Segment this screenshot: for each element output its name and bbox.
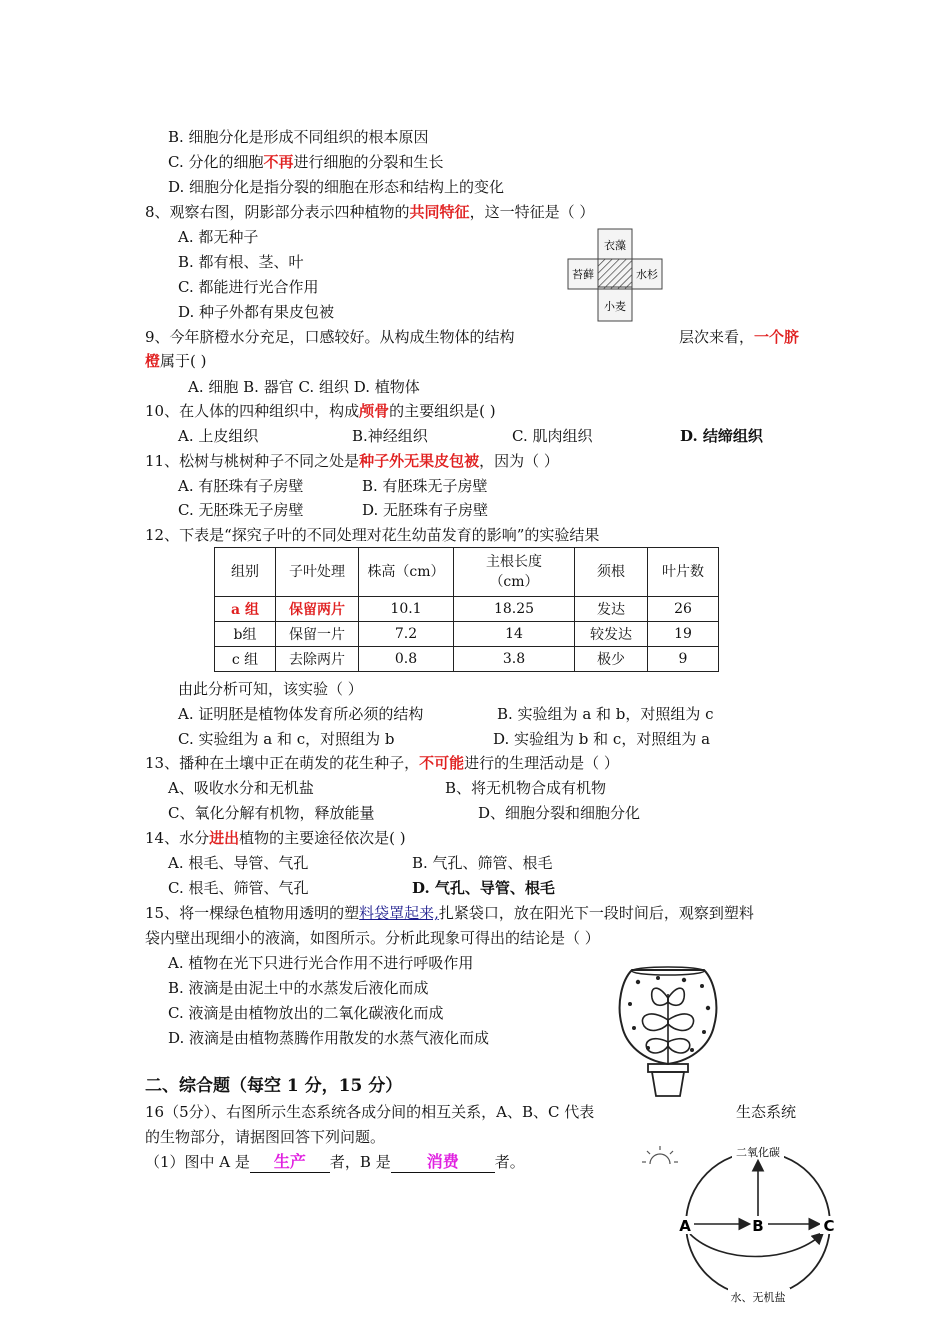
diagram-node-a: A — [679, 1217, 691, 1235]
q9-options: A. 细胞 B. 器官 C. 组织 D. 植物体 — [188, 378, 420, 396]
table-cell: 发达 — [575, 597, 648, 622]
q10-option-c: C. 肌肉组织 — [512, 427, 593, 445]
q8-stem — [145, 202, 594, 222]
q15-stem-text-end: 扎紧袋口，放在阳光下一段时间后，观察到塑料 — [438, 904, 754, 922]
diagram-node-c: C — [823, 1217, 835, 1235]
diagram-label-co2: 二氧化碳 — [736, 1146, 780, 1159]
q14-option-c: C. 根毛、筛管、气孔 — [168, 879, 309, 897]
table-row — [215, 622, 719, 647]
table-cell: c 组 — [215, 647, 276, 672]
q9-stem-text-end: 属于( ) — [160, 352, 207, 370]
q13-stem-text-end: 进行的生理活动是（ ） — [464, 754, 619, 772]
q13-stem-text: 13、播种在土壤中正在萌发的花生种子， — [145, 754, 420, 772]
q12-option-a: A. 证明胚是植物体发育所必须的结构 — [178, 705, 424, 723]
header-root-length-line1: 主根长度 — [486, 554, 542, 570]
table-cell: 19 — [648, 622, 719, 647]
q10-option-b: B.神经组织 — [352, 427, 428, 445]
q14-option-a: A. 根毛、导管、气孔 — [168, 854, 309, 872]
shaded-overlap — [598, 259, 632, 289]
q9-stem-right-text: 层次来看， — [679, 328, 755, 346]
table-cell: 10.1 — [359, 597, 454, 622]
q8-stem-text-end: ，这一特征是（ ） — [469, 203, 595, 221]
header-root-length — [454, 548, 575, 597]
q16-answer-blank-2[interactable] — [391, 1152, 495, 1173]
q14-stem-text-end: 植物的主要途径依次是( ) — [239, 829, 406, 847]
sun-icon — [642, 1146, 678, 1164]
q16-part1-text: （1）图中 A 是 — [145, 1153, 250, 1171]
q13-stem-highlight: 不可能 — [419, 754, 465, 772]
q7-option-c — [168, 152, 444, 172]
q11-stem — [145, 451, 559, 471]
table-cell: a 组 — [215, 597, 276, 622]
q16-stem-line1: 16（5分）、右图所示生态系统各成分间的相互关系，A、B、C 代表 — [145, 1103, 595, 1121]
q14-option-d: D. 气孔、导管、根毛 — [412, 879, 555, 897]
q13-option-a: A、吸收水分和无机盐 — [168, 779, 314, 797]
q11-option-d: D. 无胚珠有子房壁 — [362, 501, 489, 519]
q11-option-b: B. 有胚珠无子房壁 — [362, 477, 488, 495]
q13-option-c: C、氧化分解有机物，释放能量 — [168, 804, 375, 822]
q10-stem-text: 10、在人体的四种组织中，构成 — [145, 402, 360, 420]
q16-stem-line2: 的生物部分，请据图回答下列问题。 — [145, 1128, 386, 1146]
table-cell: b组 — [215, 622, 276, 647]
table-header-row — [215, 548, 719, 597]
q12-follow: 由此分析可知，该实验（ ） — [178, 680, 363, 698]
q14-stem-text: 14、水分 — [145, 829, 210, 847]
q15-option-b: B. 液滴是由泥土中的水蒸发后液化而成 — [168, 979, 429, 997]
q7-option-c-highlight: 不再 — [263, 153, 294, 171]
q8-plant-cross-figure — [566, 227, 664, 323]
q12-stem: 12、下表是“探究子叶的不同处理对花生幼苗发育的影响”的实验结果 — [145, 526, 600, 544]
q16-stem-line1-right: 生态系统 — [736, 1103, 797, 1121]
q15-stem-line2: 袋内壁出现细小的液滴，如图所示。分析此现象可得出的结论是（ ） — [145, 929, 600, 947]
q15-bagged-plant-figure — [614, 964, 722, 1102]
table-cell: 0.8 — [359, 647, 454, 672]
table-cell: 较发达 — [575, 622, 648, 647]
q12-option-c: C. 实验组为 a 和 c，对照组为 b — [178, 730, 395, 748]
q10-option-a: A. 上皮组织 — [178, 427, 259, 445]
table-cell: 18.25 — [454, 597, 575, 622]
q15-stem-underlined: 料袋罩起来, — [359, 904, 439, 922]
q15-option-a: A. 植物在光下只进行光合作用不进行呼吸作用 — [168, 954, 474, 972]
q11-option-a: A. 有胚珠有子房壁 — [178, 477, 304, 495]
q16-answer-2: 消费 — [426, 1152, 459, 1171]
header-height: 株高（cm） — [359, 548, 454, 597]
header-fibrous-root: 须根 — [575, 548, 648, 597]
q16-part1-end: 者。 — [494, 1153, 525, 1171]
table-cell: 极少 — [575, 647, 648, 672]
table-cell: 9 — [648, 647, 719, 672]
q8-stem-highlight: 共同特征 — [409, 203, 470, 221]
q9-stem-line1: 9、今年脐橙水分充足，口感较好。从构成生物体的结构 — [145, 328, 515, 346]
diagram-label-water-minerals: 水、无机盐 — [730, 1291, 786, 1304]
q12-option-d: D. 实验组为 b 和 c，对照组为 a — [493, 730, 711, 748]
header-group: 组别 — [215, 548, 276, 597]
q11-option-c: C. 无胚珠无子房壁 — [178, 501, 304, 519]
q7-option-b: B. 细胞分化是形成不同组织的根本原因 — [168, 128, 429, 146]
q7-option-d: D. 细胞分化是指分裂的细胞在形态和结构上的变化 — [168, 178, 505, 196]
q7-option-c-text: C. 分化的细胞 — [168, 153, 264, 171]
diagram-node-b: B — [752, 1217, 764, 1235]
q15-stem-text: 15、将一棵绿色植物用透明的塑 — [145, 904, 360, 922]
q11-stem-highlight: 种子外无果皮包被 — [359, 452, 480, 470]
q15-option-c: C. 液滴是由植物放出的二氧化碳液化而成 — [168, 1004, 444, 1022]
q8-option-d: D. 种子外都有果皮包被 — [178, 303, 335, 321]
section-2-heading: 二、综合题（每空 1 分，15 分） — [145, 1076, 403, 1096]
q9-stem-highlight: 一个脐 — [754, 328, 800, 346]
q16-part1-middle: 者，B 是 — [329, 1153, 391, 1171]
q14-stem — [145, 828, 406, 848]
q15-stem-line1 — [145, 903, 754, 923]
q16-part1 — [145, 1152, 525, 1173]
table-row — [215, 647, 719, 672]
q16-answer-1: 生产 — [273, 1152, 306, 1171]
figure-label-top: 衣藻 — [604, 239, 626, 252]
q11-stem-text: 11、松树与桃树种子不同之处是 — [145, 452, 360, 470]
q7-option-c-text-end: 进行细胞的分裂和生长 — [293, 153, 444, 171]
q12-result-table — [214, 547, 719, 672]
header-treatment: 子叶处理 — [276, 548, 359, 597]
table-cell: 保留两片 — [276, 597, 359, 622]
q10-option-d: D. 结缔组织 — [680, 427, 763, 445]
q8-option-c: C. 都能进行光合作用 — [178, 278, 319, 296]
q8-option-b: B. 都有根、茎、叶 — [178, 253, 304, 271]
table-cell: 去除两片 — [276, 647, 359, 672]
figure-label-left: 苔藓 — [572, 268, 594, 281]
q10-stem-highlight: 颅骨 — [359, 402, 390, 420]
table-row — [215, 597, 719, 622]
q9-stem-highlight-2: 橙 — [145, 352, 161, 370]
q12-option-b: B. 实验组为 a 和 b，对照组为 c — [497, 705, 714, 723]
q13-option-d: D、细胞分裂和细胞分化 — [478, 804, 641, 822]
q10-stem — [145, 401, 496, 421]
q10-stem-text-end: 的主要组织是( ) — [389, 402, 496, 420]
q11-stem-text-end: ，因为（ ） — [479, 452, 559, 470]
header-leaf-count: 叶片数 — [648, 548, 719, 597]
q16-ecosystem-diagram — [640, 1138, 840, 1306]
q14-stem-highlight: 进出 — [209, 829, 240, 847]
q15-option-d: D. 液滴是由植物蒸腾作用散发的水蒸气液化而成 — [168, 1029, 490, 1047]
table-cell: 14 — [454, 622, 575, 647]
table-cell: 3.8 — [454, 647, 575, 672]
q13-option-b: B、将无机物合成有机物 — [445, 779, 607, 797]
q14-option-b: B. 气孔、筛管、根毛 — [412, 854, 553, 872]
table-cell: 26 — [648, 597, 719, 622]
q8-option-a: A. 都无种子 — [178, 228, 259, 246]
figure-label-right: 水杉 — [636, 268, 658, 281]
table-cell: 7.2 — [359, 622, 454, 647]
header-root-length-line2: （cm） — [489, 574, 539, 590]
table-cell: 保留一片 — [276, 622, 359, 647]
q13-stem — [145, 753, 619, 773]
q16-answer-blank-1[interactable] — [250, 1152, 330, 1173]
q8-stem-text: 8、观察右图，阴影部分表示四种植物的 — [145, 203, 410, 221]
q9-stem-line2 — [145, 351, 207, 371]
q9-stem-line1-right — [679, 327, 799, 347]
figure-label-bottom: 小麦 — [604, 300, 626, 313]
